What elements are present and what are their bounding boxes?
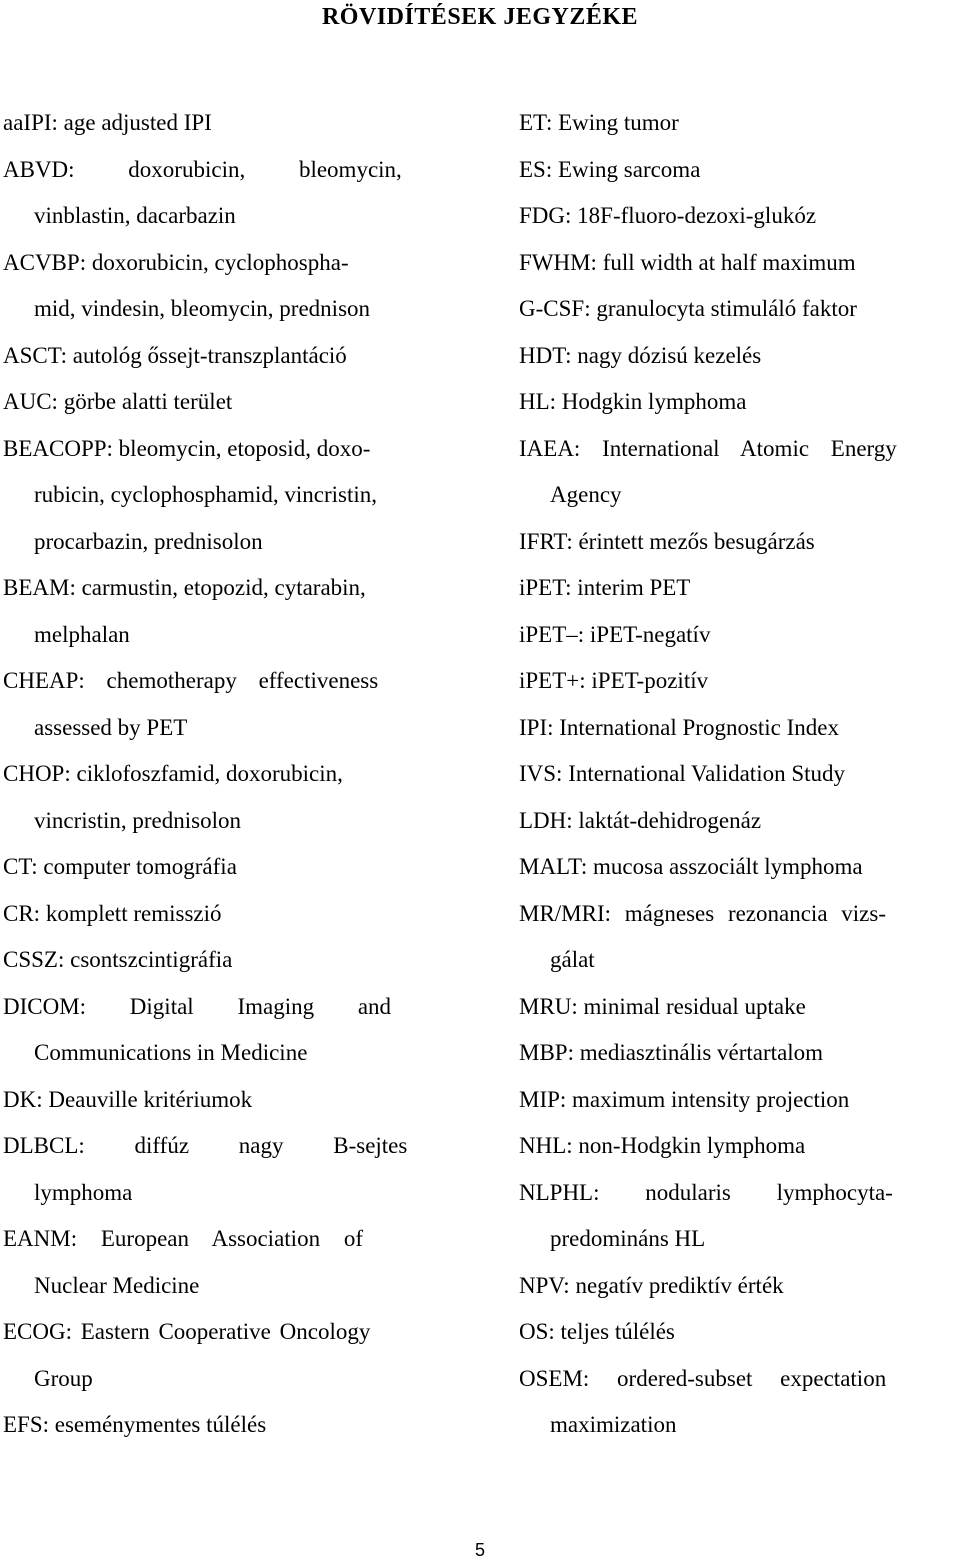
abbreviation-line: iPET: interim PET <box>519 575 691 600</box>
abbreviation-line: HDT: nagy dózisú kezelés <box>519 342 762 368</box>
abbreviation-line: maximization <box>550 1412 677 1437</box>
abbreviation-line: ACVBP: doxorubicin, cyclophospha- <box>3 249 349 275</box>
abbreviation-line: assessed by PET <box>34 714 188 740</box>
abbreviation-line: FDG: 18F-fluoro-dezoxi-glukóz <box>519 203 817 228</box>
abbreviation-line: iPET+: iPET-pozitív <box>519 668 709 693</box>
abbreviation-line: DICOM: Digital Imaging and <box>3 993 392 1019</box>
abbreviation-line: IVS: International Validation Study <box>519 761 846 786</box>
abbreviation-line: G-CSF: granulocyta stimuláló faktor <box>519 296 857 321</box>
abbreviation-line: ABVD: doxorubicin, bleomycin, <box>3 156 402 182</box>
abbreviation-line: BEACOPP: bleomycin, etoposid, doxo- <box>3 435 371 461</box>
abbreviation-line: CR: komplett remisszió <box>3 900 222 926</box>
abbreviation-line: vinblastin, dacarbazin <box>34 203 236 228</box>
abbreviation-line: melphalan <box>34 621 130 647</box>
abbreviation-line: gálat <box>550 947 595 972</box>
abbreviation-line: lymphoma <box>34 1179 133 1205</box>
abbreviation-line: Agency <box>550 482 622 507</box>
abbreviation-line: MRU: minimal residual uptake <box>519 993 806 1019</box>
abbreviation-line: ES: Ewing sarcoma <box>519 156 701 182</box>
abbreviation-line: iPET–: iPET-negatív <box>519 621 711 647</box>
abbreviation-line: FWHM: full width at half maximum <box>519 249 856 275</box>
abbreviation-line: NPV: negatív prediktív érték <box>519 1272 784 1298</box>
abbreviation-line: CT: computer tomográfia <box>3 854 237 879</box>
abbreviation-line: Communications in Medicine <box>34 1040 308 1065</box>
abbreviation-line: rubicin, cyclophosphamid, vincristin, <box>34 482 378 507</box>
abbreviation-line: BEAM: carmustin, etopozid, cytarabin, <box>3 575 366 600</box>
abbreviation-line: mid, vindesin, bleomycin, prednison <box>34 296 371 321</box>
abbreviation-line: EANM: European Association of <box>3 1226 363 1251</box>
abbreviation-line: DLBCL: diffúz nagy B-sejtes <box>3 1133 408 1158</box>
page-number: 5 <box>474 1540 485 1560</box>
abbreviation-line: OS: teljes túlélés <box>519 1319 675 1344</box>
abbreviation-line: MIP: maximum intensity projection <box>519 1086 850 1112</box>
page-title: RÖVIDÍTÉSEK JEGYZÉKE <box>321 4 639 30</box>
abbreviation-line: LDH: laktát-dehidrogenáz <box>519 807 762 833</box>
abbreviation-line: AUC: görbe alatti terület <box>3 389 233 414</box>
abbreviation-line: CHEAP: chemotherapy effectiveness <box>3 668 379 693</box>
abbreviation-line: Nuclear Medicine <box>34 1272 200 1298</box>
abbreviation-line: ECOG: Eastern Cooperative Oncology <box>3 1319 371 1344</box>
abbreviation-line: EFS: eseménymentes túlélés <box>3 1412 267 1437</box>
abbreviation-line: Group <box>34 1365 93 1391</box>
abbreviation-line: CSSZ: csontszcintigráfia <box>3 947 233 972</box>
abbreviation-line: NHL: non-Hodgkin lymphoma <box>519 1133 806 1158</box>
abbreviation-line: IAEA: International Atomic Energy <box>519 435 897 461</box>
abbreviation-line: HL: Hodgkin lymphoma <box>519 389 747 414</box>
abbreviation-line: DK: Deauville kritériumok <box>3 1086 253 1112</box>
abbreviation-line: procarbazin, prednisolon <box>34 528 263 554</box>
abbreviation-line: MR/MRI: mágneses rezonancia vizs- <box>519 900 886 926</box>
abbreviation-line: NLPHL: nodularis lymphocyta- <box>519 1179 893 1205</box>
abbreviation-line: OSEM: ordered-subset expectation <box>519 1365 887 1391</box>
abbreviation-line-fdg <box>519 193 959 240</box>
abbreviation-line: MALT: mucosa asszociált lymphoma <box>519 854 863 879</box>
abbreviations-right-column <box>519 100 959 1449</box>
abbreviations-left-column <box>3 100 439 1449</box>
abbreviation-line: ASCT: autológ őssejt-transzplantáció <box>3 342 347 368</box>
abbreviation-line: CHOP: ciklofoszfamid, doxorubicin, <box>3 761 343 786</box>
abbreviation-line: aaIPI: age adjusted IPI <box>3 110 212 135</box>
abbreviation-line: vincristin, prednisolon <box>34 807 241 833</box>
abbreviation-line: IPI: International Prognostic Index <box>519 714 840 740</box>
abbreviation-line: ET: Ewing tumor <box>519 110 679 135</box>
abbreviation-line: IFRT: érintett mezős besugárzás <box>519 528 815 554</box>
abbreviation-line: MBP: mediasztinális vértartalom <box>519 1040 824 1065</box>
abbreviation-line: predomináns HL <box>550 1226 706 1251</box>
